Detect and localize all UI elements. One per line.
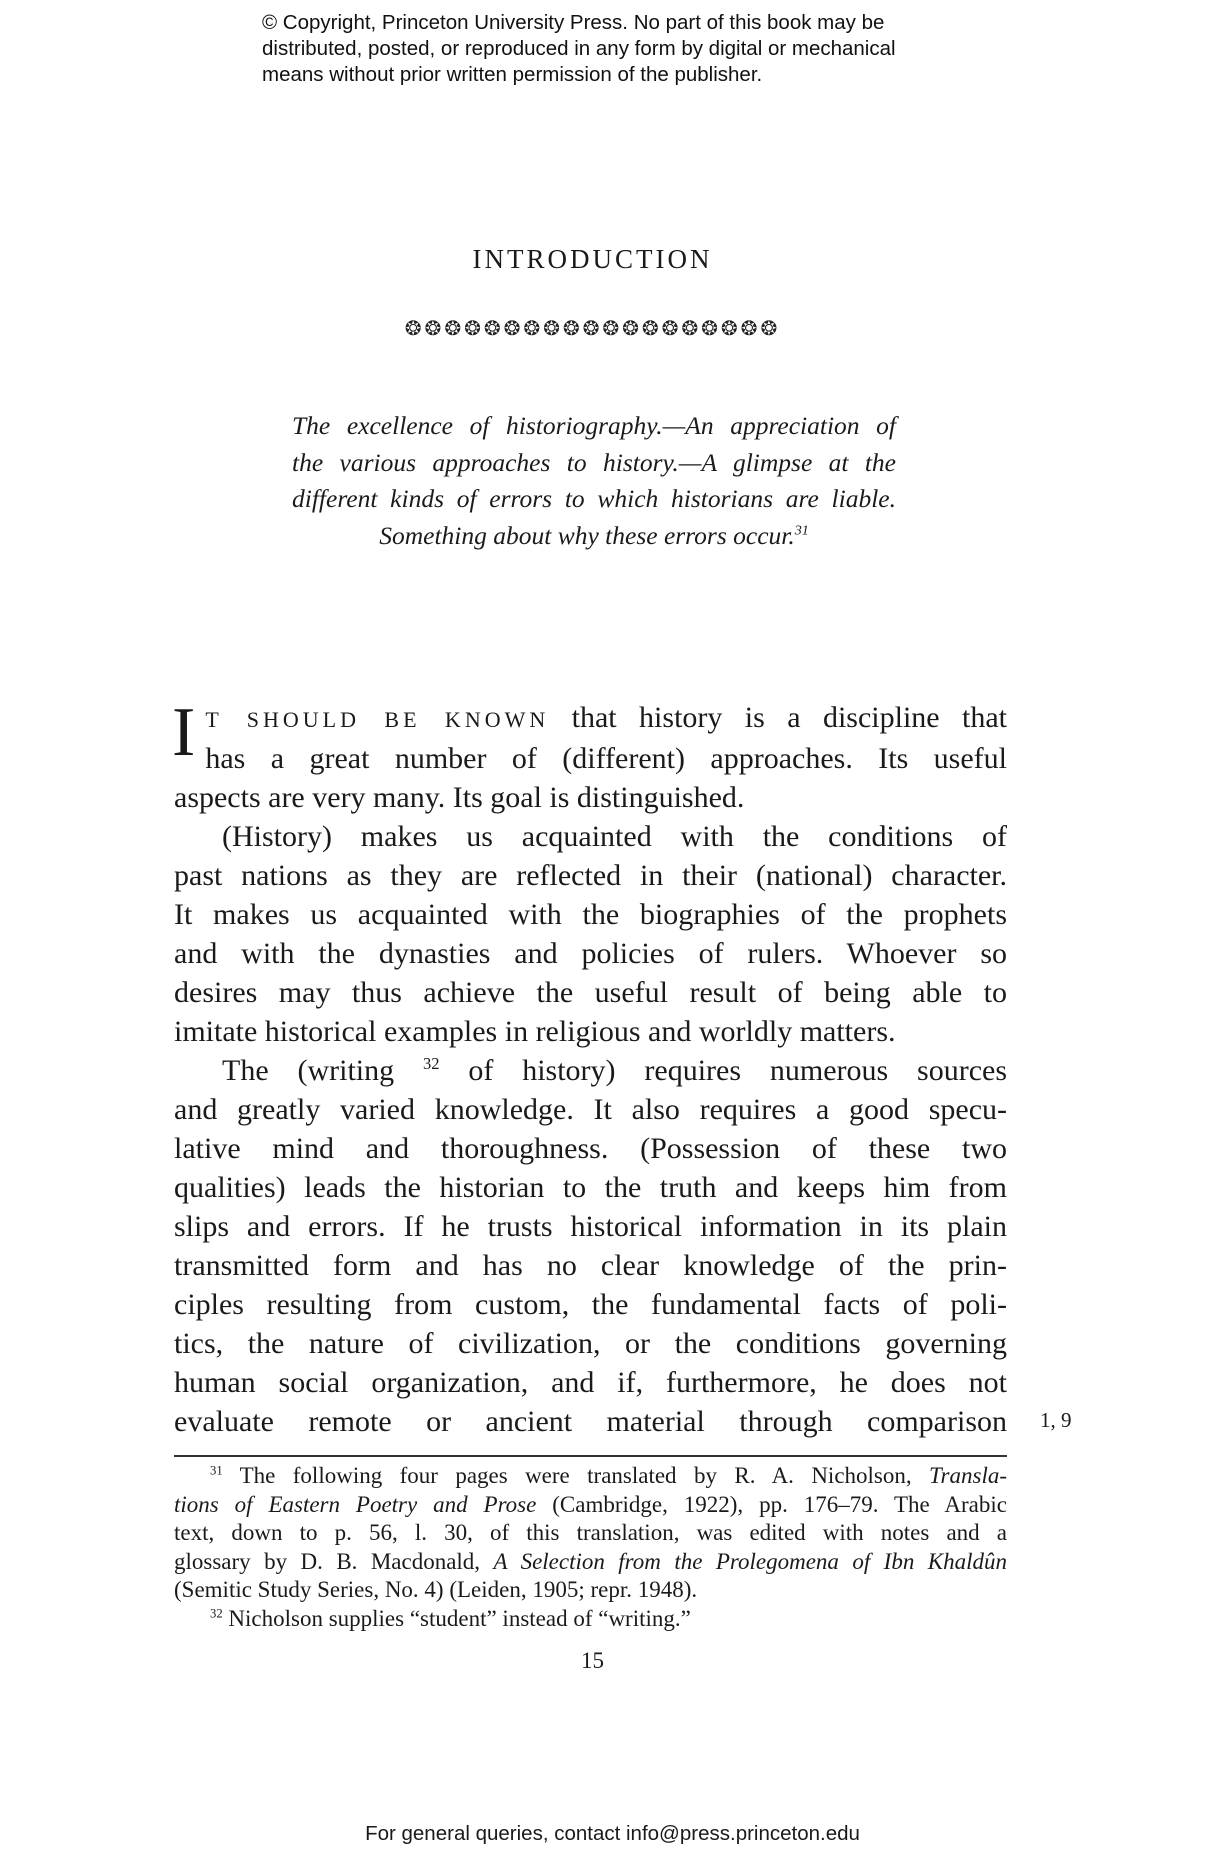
paragraph-3 [174, 1051, 1007, 1441]
text-segment: Nicholson supplies “student” instead of “writing.” [222, 1605, 691, 1631]
footnote-line: (Semitic Study Series, No. 4) (Leiden, 1905; repr. 1948). [174, 1577, 698, 1602]
text-line: and greatly varied knowledge. It also requires a good specu- [174, 1093, 1007, 1126]
copyright-line: distributed, posted, or reproduced in any form by digital or mechanical [262, 37, 896, 60]
text-line: has a great number of (different) approaches. Its useful [205, 742, 1007, 775]
footnote-number: 32 [210, 1605, 223, 1620]
footnotes [174, 1462, 1007, 1633]
italic-title: A Selection from the Prolegomena of Ibn Khaldûn [493, 1548, 1007, 1574]
text-line [174, 698, 1007, 739]
footnote-32 [174, 1605, 1007, 1634]
text-line: past nations as they are reflected in their (national) character. [174, 859, 1007, 892]
copyright-notice [262, 10, 1022, 88]
text-segment: The following four pages were translated by R. A. Nicholson, [222, 1463, 930, 1488]
text-line: slips and errors. If he trusts historical information in its plain [174, 1210, 1007, 1243]
footnote-31 [174, 1462, 1007, 1605]
text-line: It makes us acquainted with the biographies of the prophets [174, 898, 1007, 931]
text-line: transmitted form and has no clear knowledge of the prin- [174, 1249, 1007, 1282]
text-segment: glossary by D. B. Macdonald, [174, 1548, 494, 1574]
italic-title: Transla- [929, 1463, 1007, 1488]
text-segment: The (writing [222, 1054, 395, 1087]
synopsis-line: The excellence of historiography.—An appreciation of [292, 411, 896, 440]
text-segment: (Cambridge, 1922), pp. 176–79. The Arabic [536, 1491, 1007, 1517]
footnote-line [174, 1491, 1007, 1520]
footnote-line [174, 1462, 1007, 1491]
text-line [174, 1051, 1007, 1090]
chapter-title: INTRODUCTION [472, 244, 713, 274]
footnote-ref: 32 [423, 1054, 440, 1073]
paragraph-2 [174, 817, 1007, 1051]
footnote-rule [174, 1455, 1007, 1457]
text-segment: of history) requires numerous sources [439, 1054, 1008, 1087]
text-line: aspects are very many. Its goal is distinguished. [174, 781, 745, 814]
text-line: ciples resulting from custom, the fundamental facts of poli- [174, 1288, 1007, 1321]
text-line: (History) makes us acquainted with the conditions of [222, 820, 1007, 853]
text-line: lative mind and thoroughness. (Possession of these two [174, 1132, 1007, 1165]
text-line: human social organization, and if, furthermore, he does not [174, 1366, 1007, 1399]
marginal-reference: 1, 9 [1040, 1408, 1072, 1432]
body-text [172, 694, 1008, 1441]
synopsis-line: different kinds of errors to which historians are liable. [292, 484, 896, 513]
footnote-number: 31 [210, 1463, 223, 1478]
footnote-line [174, 1548, 1007, 1577]
page-number: 15 [581, 1648, 604, 1673]
small-caps-opening: T SHOULD BE KNOWN [205, 707, 550, 732]
synopsis-line [292, 518, 896, 555]
paragraph-1 [172, 694, 1007, 817]
first-line-rest: that history is a discipline that [549, 701, 1007, 734]
footnote-line [174, 1605, 1007, 1634]
text-line: tics, the nature of civilization, or the conditions governing [174, 1327, 1007, 1360]
ornament-divider: ❂❂❂❂❂❂❂❂❂❂❂❂❂❂❂❂❂❂❂ [404, 316, 781, 340]
contact-footer: For general queries, contact info@press.princeton.edu [365, 1822, 860, 1845]
text-line: evaluate remote or ancient material through comparison [174, 1405, 1007, 1438]
copyright-line: © Copyright, Princeton University Press. No part of this book may be [262, 11, 885, 34]
drop-cap: I [172, 694, 196, 771]
synopsis-line: the various approaches to history.—A glimpse at the [292, 447, 896, 477]
synopsis-last-text: Something about why these errors occur. [379, 520, 795, 550]
chapter-synopsis [292, 408, 896, 554]
text-line: qualities) leads the historian to the truth and keeps him from [174, 1171, 1007, 1204]
footnote-ref: 31 [794, 523, 809, 538]
copyright-line: means without prior written permission of the publisher. [262, 63, 763, 86]
italic-title: tions of Eastern Poetry and Prose [174, 1491, 537, 1517]
text-line: imitate historical examples in religious and worldly matters. [174, 1015, 896, 1048]
footnote-line: text, down to p. 56, l. 30, of this translation, was edited with notes and a [174, 1520, 1007, 1545]
text-line: and with the dynasties and policies of rulers. Whoever so [174, 937, 1007, 970]
text-line: desires may thus achieve the useful result of being able to [174, 976, 1007, 1009]
